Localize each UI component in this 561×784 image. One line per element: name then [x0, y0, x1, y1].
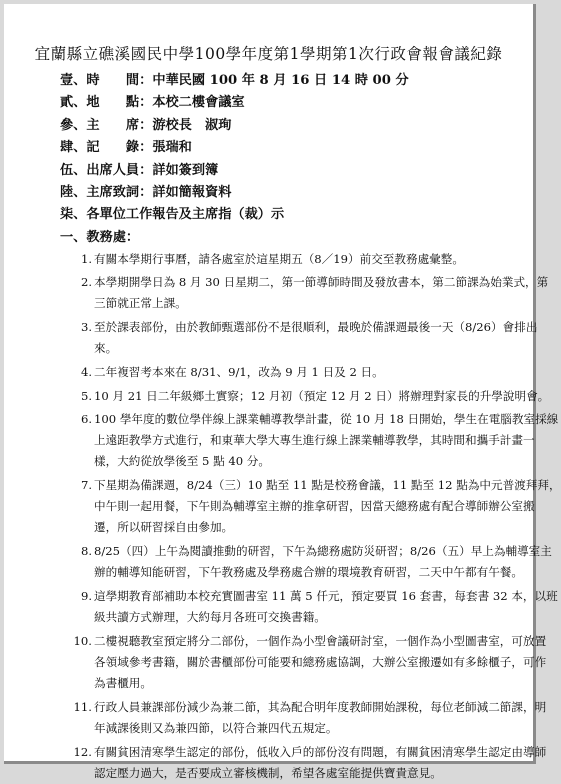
- report-item-line: 中午則一起用餐，下午則為輔導室主辦的推拿研習，因當天總務處有配合導師辦公室搬: [94, 499, 535, 513]
- meeting-info-row: [60, 70, 520, 92]
- report-item-line: 8/25（四）上午為閱讀推動的研習，下午為總務處防災研習；8/26（五）早上為輔導室主: [94, 544, 552, 558]
- report-item-number: 9.: [80, 589, 92, 603]
- report-item-number: 7.: [80, 478, 92, 492]
- meeting-info-value: 游校長 淑珣: [152, 117, 232, 133]
- report-item-line: 遷，所以研習採自由參加。: [94, 520, 234, 534]
- report-item-number: 4.: [80, 365, 92, 379]
- meeting-info-label: 壹、時 間：: [60, 73, 153, 88]
- report-item-line: 本學期開學日為 8 月 30 日星期二，第一節導師時間及發放書本，第二節課為始業式，第: [94, 275, 549, 289]
- report-item: [76, 272, 549, 314]
- meeting-info-label: 伍、出席人員：: [60, 162, 153, 178]
- report-item-line: 行政人員兼課部份減少為兼二節，其為配合明年度教師開始課稅，每位老師減二節課，明: [94, 700, 547, 714]
- report-item-line: 10 月 21 日二年級鄉土實察；12 月初（預定 12 月 2 日）將辦理對家長的升學說明會。: [94, 389, 550, 403]
- report-item-line: 三節就正常上課。: [94, 296, 187, 310]
- meeting-info-value: 張瑞和: [152, 140, 192, 156]
- report-item: [73, 742, 547, 784]
- report-item: [73, 697, 547, 739]
- meeting-info-value: 詳如簡報資料: [152, 184, 232, 200]
- meeting-info-list: [60, 70, 520, 227]
- report-item-number: 11.: [73, 700, 92, 714]
- report-items-list: [73, 249, 561, 784]
- meeting-info-row: [60, 160, 520, 182]
- report-item-line: 二樓視聽教室預定將分二部份，一個作為小型會議研討室，一個作為小型圖書室，可放置: [94, 634, 547, 648]
- report-item-number: 2.: [80, 275, 92, 289]
- report-item: [76, 249, 524, 270]
- meeting-info-label: 肆、記 錄：: [60, 140, 153, 156]
- report-item-number: 1.: [80, 252, 92, 266]
- document-title: 宜蘭縣立礁溪國民中學100學年度第1學期第1次行政會報會議紀錄: [34, 45, 503, 63]
- report-item-number: 5.: [80, 389, 92, 403]
- report-item: [76, 586, 558, 628]
- meeting-info-value: 詳如簽到簿: [152, 162, 219, 178]
- meeting-info-row: [60, 137, 520, 159]
- report-item-line: 下星期為備課週，8/24（三）10 點至 11 點是校務會議，11 點至 12 點為中元普渡拜拜，: [94, 478, 561, 492]
- report-item: [76, 475, 561, 538]
- document-page: [4, 4, 561, 780]
- meeting-info-row: [60, 204, 520, 226]
- report-item-number: 6.: [80, 412, 92, 426]
- report-item-line: 有關貧困清寒學生認定的部份，低收入戶的部份沒有問題，有關貧困清寒學生認定由導師: [94, 745, 547, 759]
- meeting-info-value: 中華民國 100 年 8 月 16 日 14 時 00 分: [152, 73, 409, 88]
- report-item: [73, 631, 547, 694]
- report-item-line: 年減課後則又為兼四節，以符合兼四代五規定。: [94, 721, 338, 735]
- report-item-number: 12.: [73, 745, 92, 759]
- report-item-line: 這學期教育部補助本校充實圖書室 11 萬 5 仟元，預定要買 16 套書，每套書 32 本，以班: [94, 589, 558, 603]
- report-item-line: 有關本學期行事曆，請各處室於這星期五（8／19）前交至教務處彙整。: [94, 252, 464, 266]
- meeting-info-label: 貳、地 點：: [60, 95, 153, 111]
- report-item-line: 為書櫃用。: [94, 676, 152, 690]
- report-item-line: 級共讀方式辦理，大約每月各班可交換書籍。: [94, 610, 326, 624]
- meeting-info-row: [60, 115, 520, 137]
- meeting-info-row: [60, 92, 520, 114]
- report-item: [76, 386, 550, 407]
- meeting-info-row: [60, 182, 520, 204]
- meeting-info-label: 陸、主席致詞：: [60, 184, 153, 200]
- report-item-line: 至於課表部份，由於教師甄選部份不是很順利，最晚於備課週最後一天（8/26）會排出: [94, 320, 538, 334]
- meeting-info-label: 柒、各單位工作報告及主席指（裁）示: [60, 207, 285, 223]
- report-item: [76, 409, 559, 472]
- report-item-line: 樣，大約從放學後至 5 點 40 分。: [94, 454, 270, 468]
- report-item-number: 3.: [80, 320, 92, 334]
- report-item: [76, 362, 524, 383]
- report-item-line: 100 學年度的數位學伴線上課業輔導教學計畫，從 10 月 18 日開始，學生在電腦教室採線: [94, 412, 559, 426]
- section-title-academic-affairs: 一、教務處：: [60, 230, 140, 245]
- report-item-line: 辦的輔導知能研習，下午教務處及學務處合辦的環境教育研習，二天中午都有午餐。: [94, 565, 523, 579]
- report-item-line: 各領域參考書籍，關於書櫃部份可能要和總務處協調，大辦公室搬遷如有多餘櫃子，可作: [94, 655, 547, 669]
- report-item-line: 來。: [94, 341, 118, 355]
- report-item-number: 10.: [73, 634, 92, 648]
- report-item: [76, 317, 538, 359]
- meeting-info-label: 參、主 席：: [60, 117, 153, 133]
- report-item-number: 8.: [80, 544, 92, 558]
- report-item-line: 二年複習考本來在 8/31、9/1，改為 9 月 1 日及 2 日。: [94, 365, 384, 379]
- report-item: [76, 541, 552, 583]
- meeting-info-value: 本校二樓會議室: [152, 95, 245, 111]
- report-item-line: 上遠距教學方式進行，和東華大學大專生進行線上課業輔導教學，其時間和攜手計畫一: [94, 433, 535, 447]
- report-item-line: 認定壓力過大，是否要成立審核機制，希望各處室能提供寶貴意見。: [94, 766, 442, 780]
